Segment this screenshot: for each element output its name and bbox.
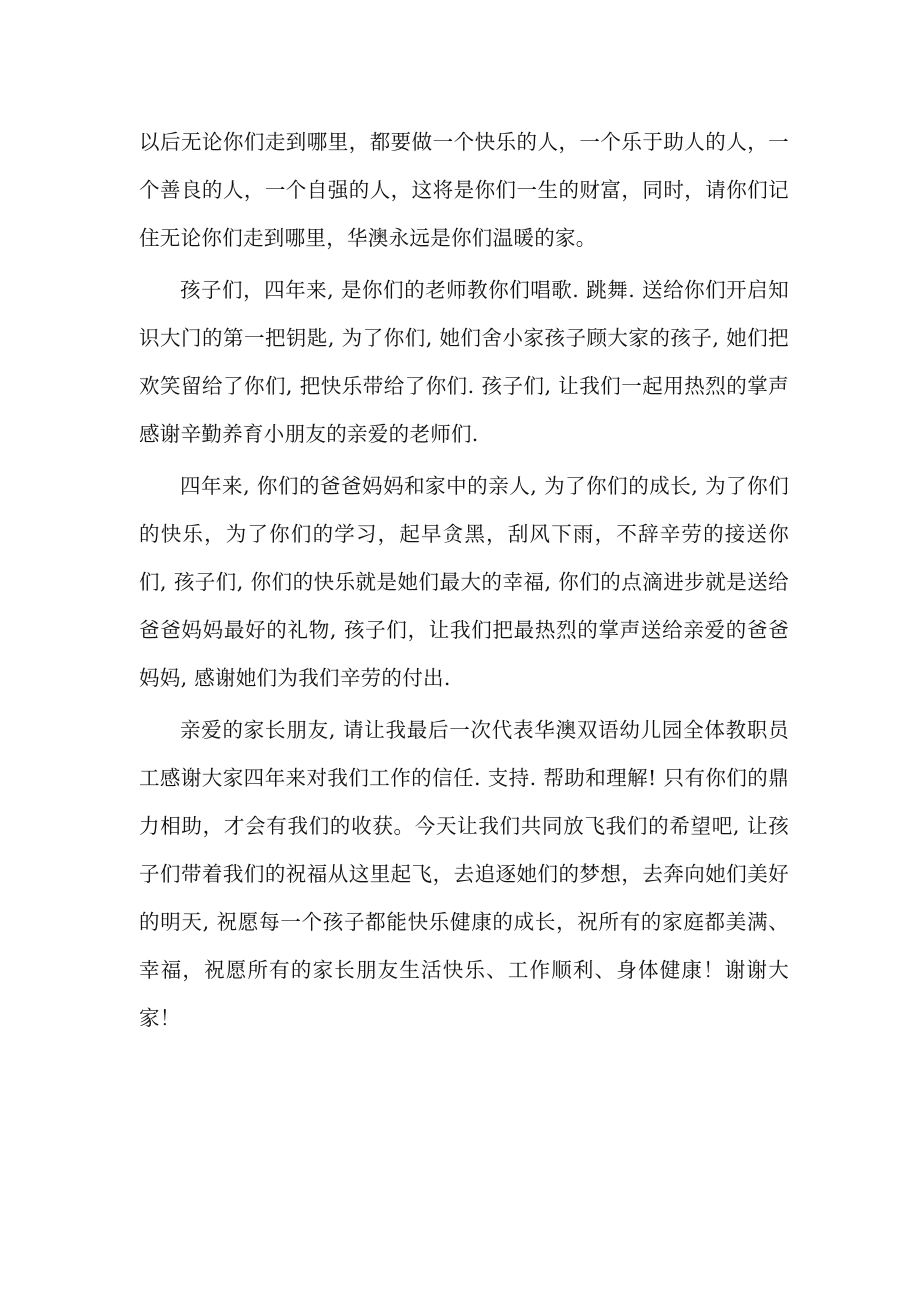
paragraph-1: 以后无论你们走到哪里，都要做一个快乐的人，一个乐于助人的人，一个善良的人，一个自强的人，这将是你们一生的财富，同时，请你们记住无论你们走到哪里，华澳永远是你们温暖的家。 [139,130,789,250]
paragraph-2: 孩子们，四年来, 是你们的老师教你们唱歌. 跳舞. 送给你们开启知识大门的第一把钥匙, 为了你们, 她们舍小家孩子顾大家的孩子, 她们把欢笑留给了你们, 把快乐带给了你们. 孩子们, 让我们一起用热烈的掌声感谢辛勤养育小朋友的亲爱的老师们. [139,278,789,446]
paragraph-4: 亲爱的家长朋友, 请让我最后一次代表华澳双语幼儿园全体教职员工感谢大家四年来对我们工作的信任. 支持. 帮助和理解! 只有你们的鼎力相助，才会有我们的收获。今天让我们共同放飞我们的希望吧, 让孩子们带着我们的祝福从这里起飞，去追逐她们的梦想，去奔向她们美好的明天, 祝愿每一个孩子都能快乐健康的成长，祝所有的家庭都美满、幸福，祝愿所有的家长朋友生活快乐、工作顺利、身体健康！谢谢大家！ [139,718,789,1030]
paragraph-3: 四年来, 你们的爸爸妈妈和家中的亲人, 为了你们的成长, 为了你们的快乐，为了你们的学习，起早贪黑，刮风下雨，不辞辛劳的接送你们, 孩子们, 你们的快乐就是她们最大的幸福, 你们的点滴进步就是送给爸爸妈妈最好的礼物, 孩子们，让我们把最热烈的掌声送给亲爱的爸爸妈妈, 感谢她们为我们辛劳的付出. [139,474,789,690]
document-body [139,118,789,1046]
